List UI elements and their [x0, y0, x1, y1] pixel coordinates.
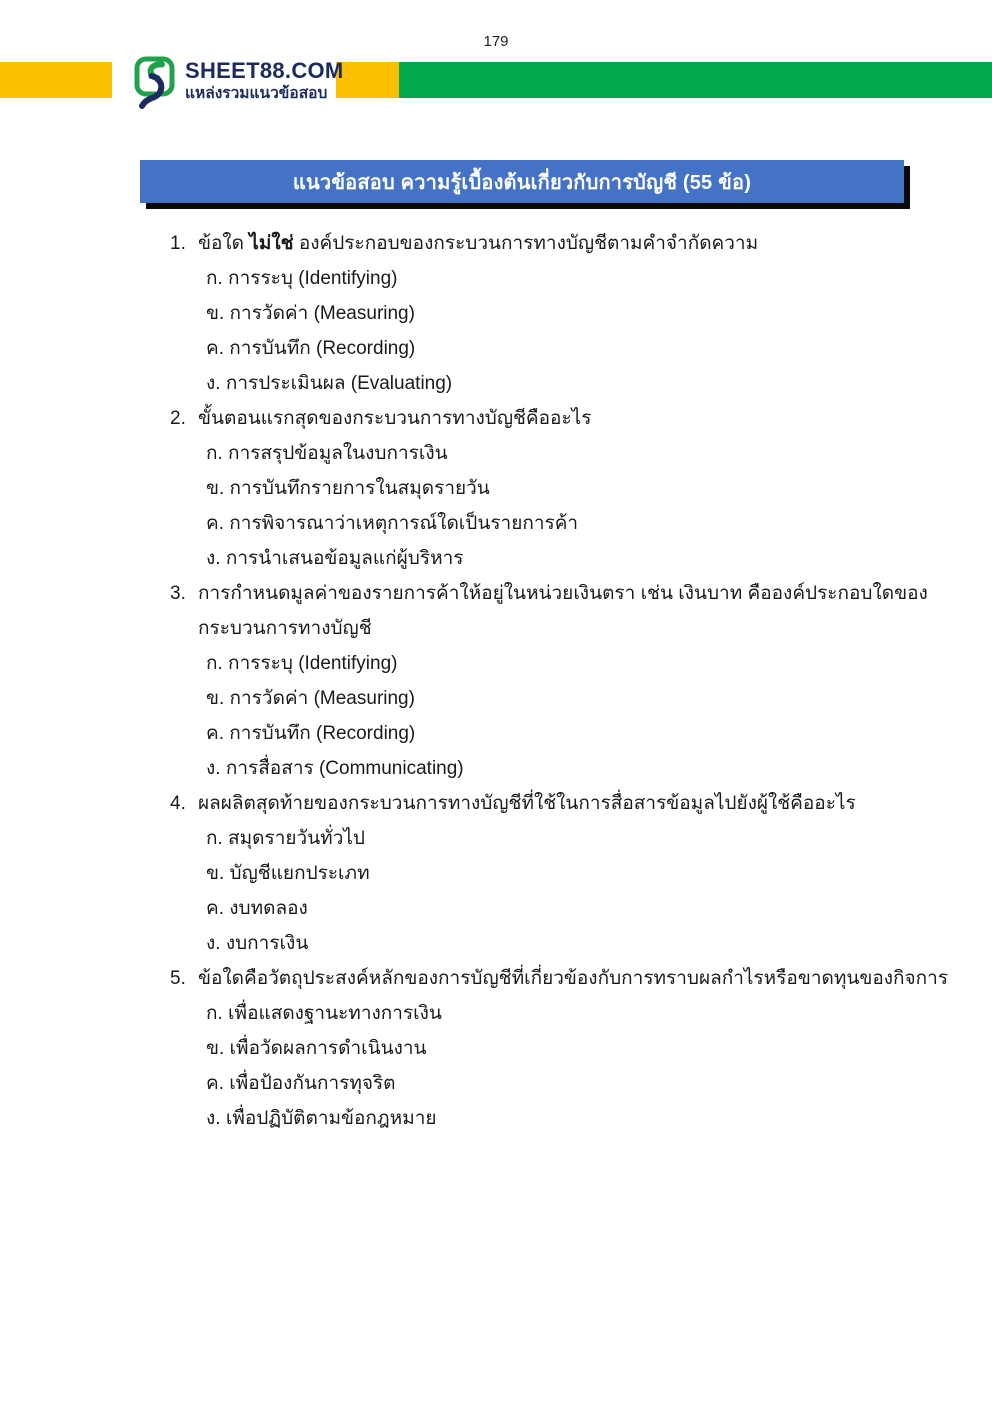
choice-a: ก. การสรุปข้อมูลในงบการเงิน [206, 443, 448, 464]
header-bar-yellow-mid [336, 62, 399, 98]
choice-a: ก. เพื่อแสดงฐานะทางการเงิน [206, 1003, 442, 1024]
title-banner [140, 160, 904, 203]
question-text: ข้อใด ไม่ใช่ องค์ประกอบของกระบวนการทางบัญชีตามคำจำกัดความ [198, 233, 759, 254]
choice-b: ข. บัญชีแยกประเภท [206, 863, 370, 884]
header-bar-yellow-left [0, 62, 112, 98]
choice-b: ข. เพื่อวัดผลการดำเนินงาน [206, 1038, 427, 1059]
question-text-continued: กระบวนการทางบัญชี [198, 618, 372, 639]
choice-a: ก. การระบุ (Identifying) [206, 653, 398, 674]
question-number: 5. [170, 968, 186, 989]
choice-a: ก. การระบุ (Identifying) [206, 268, 398, 289]
choice-d: ง. งบการเงิน [206, 933, 309, 954]
brand-tagline: แหล่งรวมแนวข้อสอบ [185, 85, 328, 102]
question-number: 3. [170, 583, 186, 604]
question-number: 4. [170, 793, 186, 814]
choice-d: ง. เพื่อปฏิบัติตามข้อกฎหมาย [206, 1108, 437, 1129]
question-5 [170, 961, 960, 1136]
sheet88-logo [134, 56, 344, 110]
choice-c: ค. การบันทึก (Recording) [206, 723, 416, 744]
exam-title: แนวข้อสอบ ความรู้เบื้องต้นเกี่ยวกับการบัญชี (55 ข้อ) [292, 171, 752, 194]
choice-d: ง. การนำเสนอข้อมูลแก่ผู้บริหาร [206, 548, 464, 569]
sheet88-s-icon [134, 56, 176, 110]
choice-c: ค. การบันทึก (Recording) [206, 338, 416, 359]
question-2 [170, 401, 960, 576]
choice-d: ง. การสื่อสาร (Communicating) [206, 758, 464, 779]
question-text: ผลผลิตสุดท้ายของกระบวนการทางบัญชีที่ใช้ในการสื่อสารข้อมูลไปยังผู้ใช้คืออะไร [198, 793, 856, 814]
choice-c: ค. การพิจารณาว่าเหตุการณ์ใดเป็นรายการค้า [206, 513, 579, 534]
question-number: 2. [170, 408, 186, 429]
brand-name: SHEET88.COM [185, 58, 344, 83]
question-3 [170, 576, 960, 786]
choice-b: ข. การวัดค่า (Measuring) [206, 688, 415, 709]
question-number: 1. [170, 233, 186, 254]
choice-d: ง. การประเมินผล (Evaluating) [206, 373, 453, 394]
choice-b: ข. การบันทึกรายการในสมุดรายวัน [206, 478, 490, 499]
logo-text [185, 56, 344, 104]
questions-list [170, 226, 960, 1136]
question-4 [170, 786, 960, 961]
choice-c: ค. เพื่อป้องกันการทุจริต [206, 1073, 396, 1094]
page-number: 179 [483, 33, 509, 50]
question-text: ข้อใดคือวัตถุประสงค์หลักของการบัญชีที่เกี่ยวข้องกับการทราบผลกำไรหรือขาดทุนของกิจการ [198, 968, 949, 989]
header-bar-green [399, 62, 992, 98]
choice-b: ข. การวัดค่า (Measuring) [206, 303, 415, 324]
choice-c: ค. งบทดลอง [206, 898, 308, 919]
question-1 [170, 226, 960, 401]
question-text: ขั้นตอนแรกสุดของกระบวนการทางบัญชีคืออะไร [198, 408, 592, 429]
question-text: การกำหนดมูลค่าของรายการค้าให้อยู่ในหน่วยเงินตรา เช่น เงินบาท คือองค์ประกอบใดของ [198, 583, 928, 604]
choice-a: ก. สมุดรายวันทั่วไป [206, 828, 365, 849]
